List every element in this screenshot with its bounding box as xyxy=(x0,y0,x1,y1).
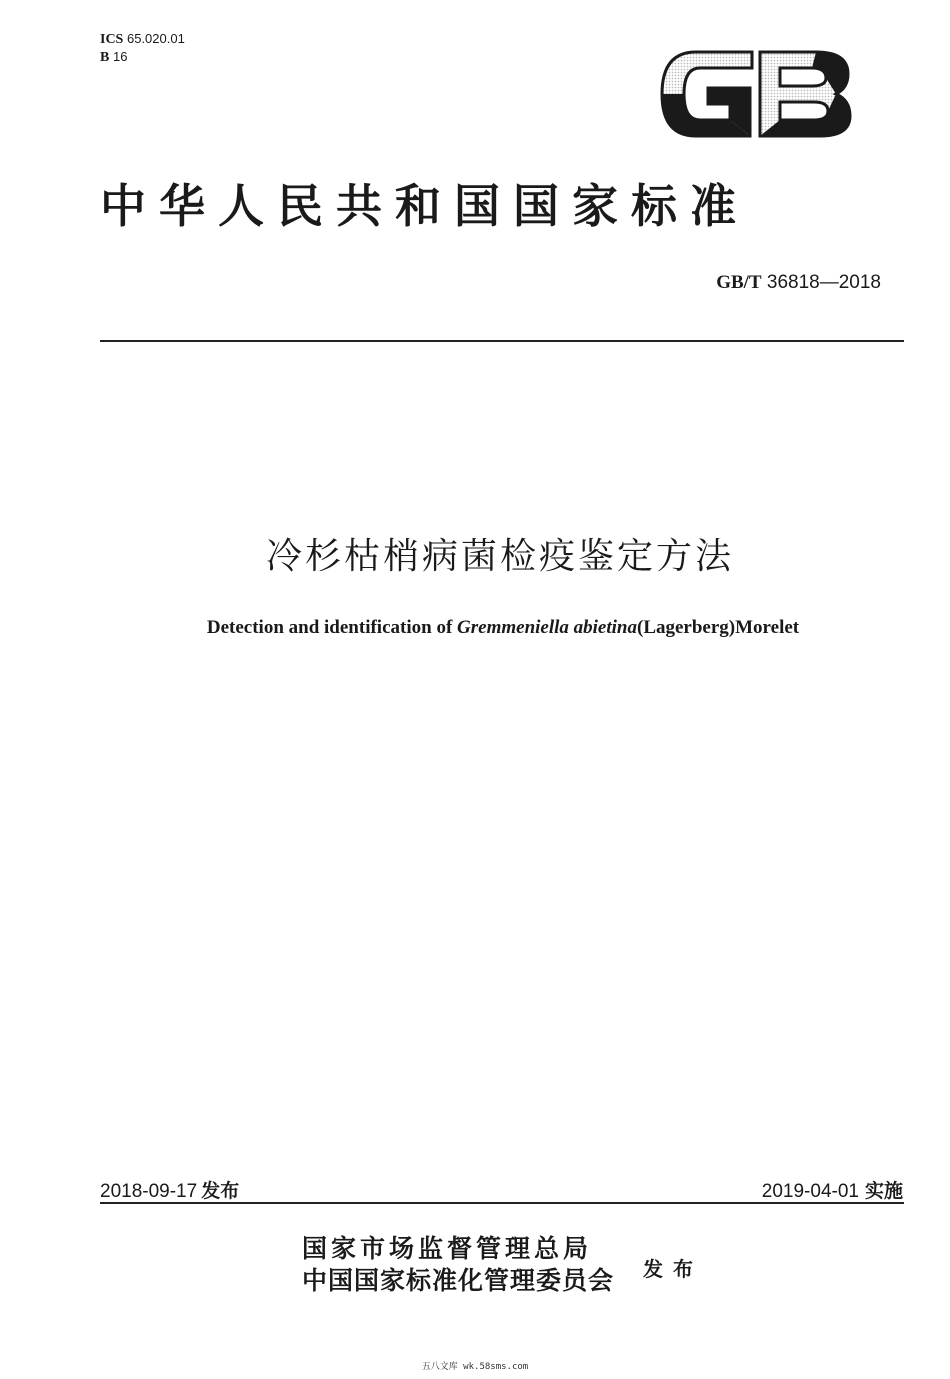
standard-number-prefix: GB/T xyxy=(716,272,762,293)
top-divider xyxy=(100,340,904,342)
implementation-date xyxy=(762,1176,903,1203)
issue-date xyxy=(100,1176,239,1203)
class-line xyxy=(100,48,185,66)
document-title-en-prefix: Detection and identification of xyxy=(206,617,458,638)
implementation-date-value: 2019-04-01 xyxy=(761,1181,859,1202)
document-title-en-species: Gremmeniella abietina xyxy=(457,617,637,638)
classification-codes xyxy=(100,30,185,66)
document-title-en-suffix: (Lagerberg)Morelet xyxy=(637,617,800,638)
bottom-divider xyxy=(100,1202,904,1204)
class-code: 16 xyxy=(112,49,128,64)
publish-label: 发布 xyxy=(643,1257,703,1281)
ics-line xyxy=(100,30,185,48)
implementation-date-label: 实施 xyxy=(864,1180,903,1202)
standard-number xyxy=(716,272,881,294)
issue-date-label: 发布 xyxy=(201,1180,240,1202)
issue-date-value: 2018-09-17 xyxy=(100,1181,198,1202)
ics-label: ICS xyxy=(100,32,124,47)
document-title-en xyxy=(0,617,950,639)
standard-number-value: 36818—2018 xyxy=(766,272,881,293)
footer-watermark: 五八文库 wk.58sms.com xyxy=(421,1362,529,1372)
class-label: B xyxy=(100,50,110,65)
gb-logo-icon xyxy=(656,44,856,144)
document-title-cn: 冷杉枯梢病菌检疫鉴定方法 xyxy=(265,536,734,577)
ics-code: 65.020.01 xyxy=(126,31,185,46)
issuer-line-2: 中国国家标准化管理委员会 xyxy=(302,1266,615,1295)
national-standard-title: 中华人民共和国国家标准 xyxy=(100,179,749,233)
issuer-line-1: 国家市场监督管理总局 xyxy=(302,1234,593,1263)
